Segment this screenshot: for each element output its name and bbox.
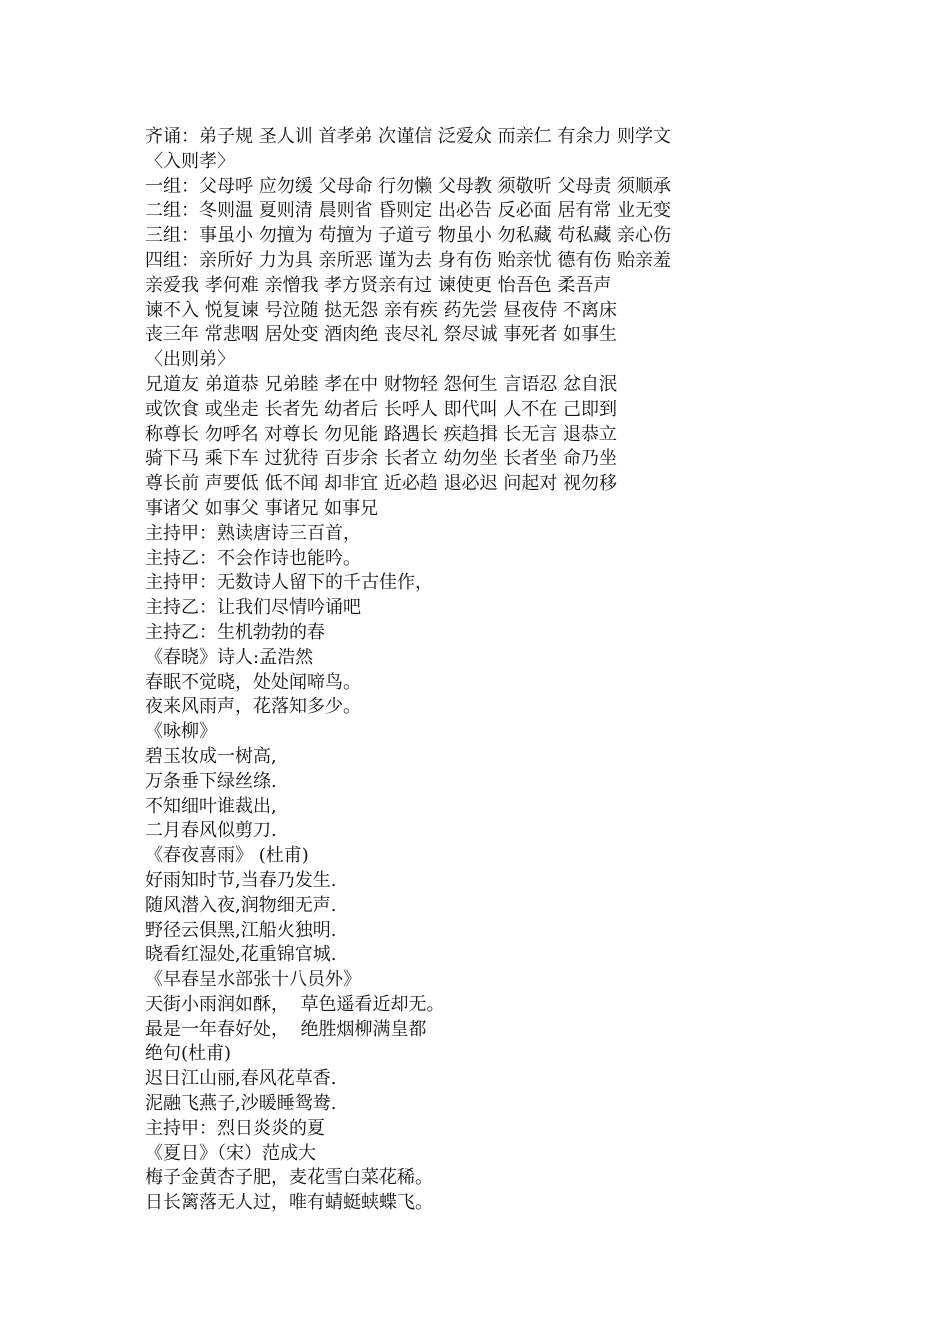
- poem-line: 日长篱落无人过，唯有蜻蜓蛱蝶飞。: [145, 1192, 433, 1214]
- poem-title-xiari: 《夏日》（宋）范成大: [145, 1142, 316, 1164]
- poem-line: 梅子金黄杏子肥，麦花雪白菜花稀。: [145, 1167, 433, 1189]
- poem-line: 万条垂下绿丝绦.: [145, 770, 277, 792]
- poem-line: 春眠不觉晓，处处闻啼鸟。: [145, 671, 361, 693]
- poem-line: 夜来风雨声，花落知多少。: [145, 696, 361, 718]
- host-a-line: 主持甲：熟读唐诗三百首，: [145, 522, 361, 544]
- recital-intro-line: 齐诵：弟子规 圣人训 首孝弟 次谨信 泛爱众 而亲仁 有余力 则学文: [145, 126, 672, 147]
- poem-line: 好雨知时节,当春乃发生.: [145, 869, 337, 891]
- section-heading-chuzedi: 〈出则弟〉: [145, 349, 235, 371]
- group-three-line: 三组：事虽小 勿擅为 苟擅为 子道亏 物虽小 勿私藏 苟私藏 亲心伤: [145, 225, 672, 247]
- text-line: 称尊长 勿呼名 对尊长 勿见能 路遇长 疾趋揖 长无言 退恭立: [145, 423, 618, 445]
- poem-line: 不知细叶谁裁出,: [145, 795, 277, 817]
- text-line: 谏不入 悦复谏 号泣随 挞无怨 亲有疾 药先尝 昼夜侍 不离床: [145, 299, 618, 321]
- poem-title-chunyexiyu: 《春夜喜雨》 (杜甫): [145, 845, 309, 867]
- poem-line: 泥融飞燕子,沙暖睡鸳鸯.: [145, 1093, 337, 1115]
- poem-title-yongliu: 《咏柳》: [145, 721, 217, 743]
- poem-line: 随风潜入夜,润物细无声.: [145, 894, 337, 916]
- text-line: 丧三年 常悲咽 居处变 酒肉绝 丧尽礼 祭尽诚 事死者 如事生: [145, 324, 618, 346]
- poem-line: 迟日江山丽,春风花草香.: [145, 1068, 337, 1090]
- group-one-line: 一组：父母呼 应勿缓 父母命 行勿懒 父母教 须敬听 父母责 须顺承: [145, 175, 672, 197]
- text-line: 骑下马 乘下车 过犹待 百步余 长者立 幼勿坐 长者坐 命乃坐: [145, 448, 618, 470]
- host-a-line: 主持甲：烈日炎炎的夏: [145, 1117, 325, 1139]
- poem-title-chunxiao: 《春晓》诗人:孟浩然: [145, 646, 314, 668]
- text-line: 亲爱我 孝何难 亲憎我 孝方贤亲有过 谏使更 怡吾色 柔吾声: [145, 274, 612, 296]
- section-heading-ruzexiao: 〈入则孝〉: [145, 150, 235, 172]
- text-line: 兄道友 弟道恭 兄弟睦 孝在中 财物轻 怨何生 言语忍 忿自泯: [145, 373, 618, 395]
- poem-title-jueju: 绝句(杜甫): [145, 1043, 232, 1065]
- host-b-line: 主持乙：生机勃勃的春: [145, 621, 325, 643]
- text-line: 或饮食 或坐走 长者先 幼者后 长呼人 即代叫 人不在 己即到: [145, 398, 618, 420]
- host-b-line: 主持乙：让我们尽情吟诵吧: [145, 597, 361, 619]
- poem-line: 天街小雨润如酥， 草色遥看近却无。: [145, 993, 445, 1015]
- host-a-line: 主持甲：无数诗人留下的千古佳作，: [145, 572, 433, 594]
- poem-line: 二月春风似剪刀.: [145, 820, 277, 842]
- text-line: 事诸父 如事父 事诸兄 如事兄: [145, 497, 379, 519]
- poem-title-zaochun: 《早春呈水部张十八员外》: [145, 969, 361, 991]
- text-line: 尊长前 声要低 低不闻 却非宜 近必趋 退必迟 问起对 视勿移: [145, 473, 618, 495]
- host-b-line: 主持乙：不会作诗也能吟。: [145, 547, 361, 569]
- document-body: [145, 125, 905, 1216]
- group-two-line: 二组：冬则温 夏则清 晨则省 昏则定 出必告 反必面 居有常 业无变: [145, 200, 672, 222]
- poem-line: 晓看红湿处,花重锦官城.: [145, 944, 337, 966]
- poem-line: 最是一年春好处， 绝胜烟柳满皇都: [145, 1018, 427, 1040]
- poem-line: 野径云俱黑,江船火独明.: [145, 919, 337, 941]
- group-four-line: 四组：亲所好 力为具 亲所恶 谨为去 身有伤 贻亲忧 德有伤 贻亲羞: [145, 249, 672, 271]
- poem-line: 碧玉妆成一树高,: [145, 745, 277, 767]
